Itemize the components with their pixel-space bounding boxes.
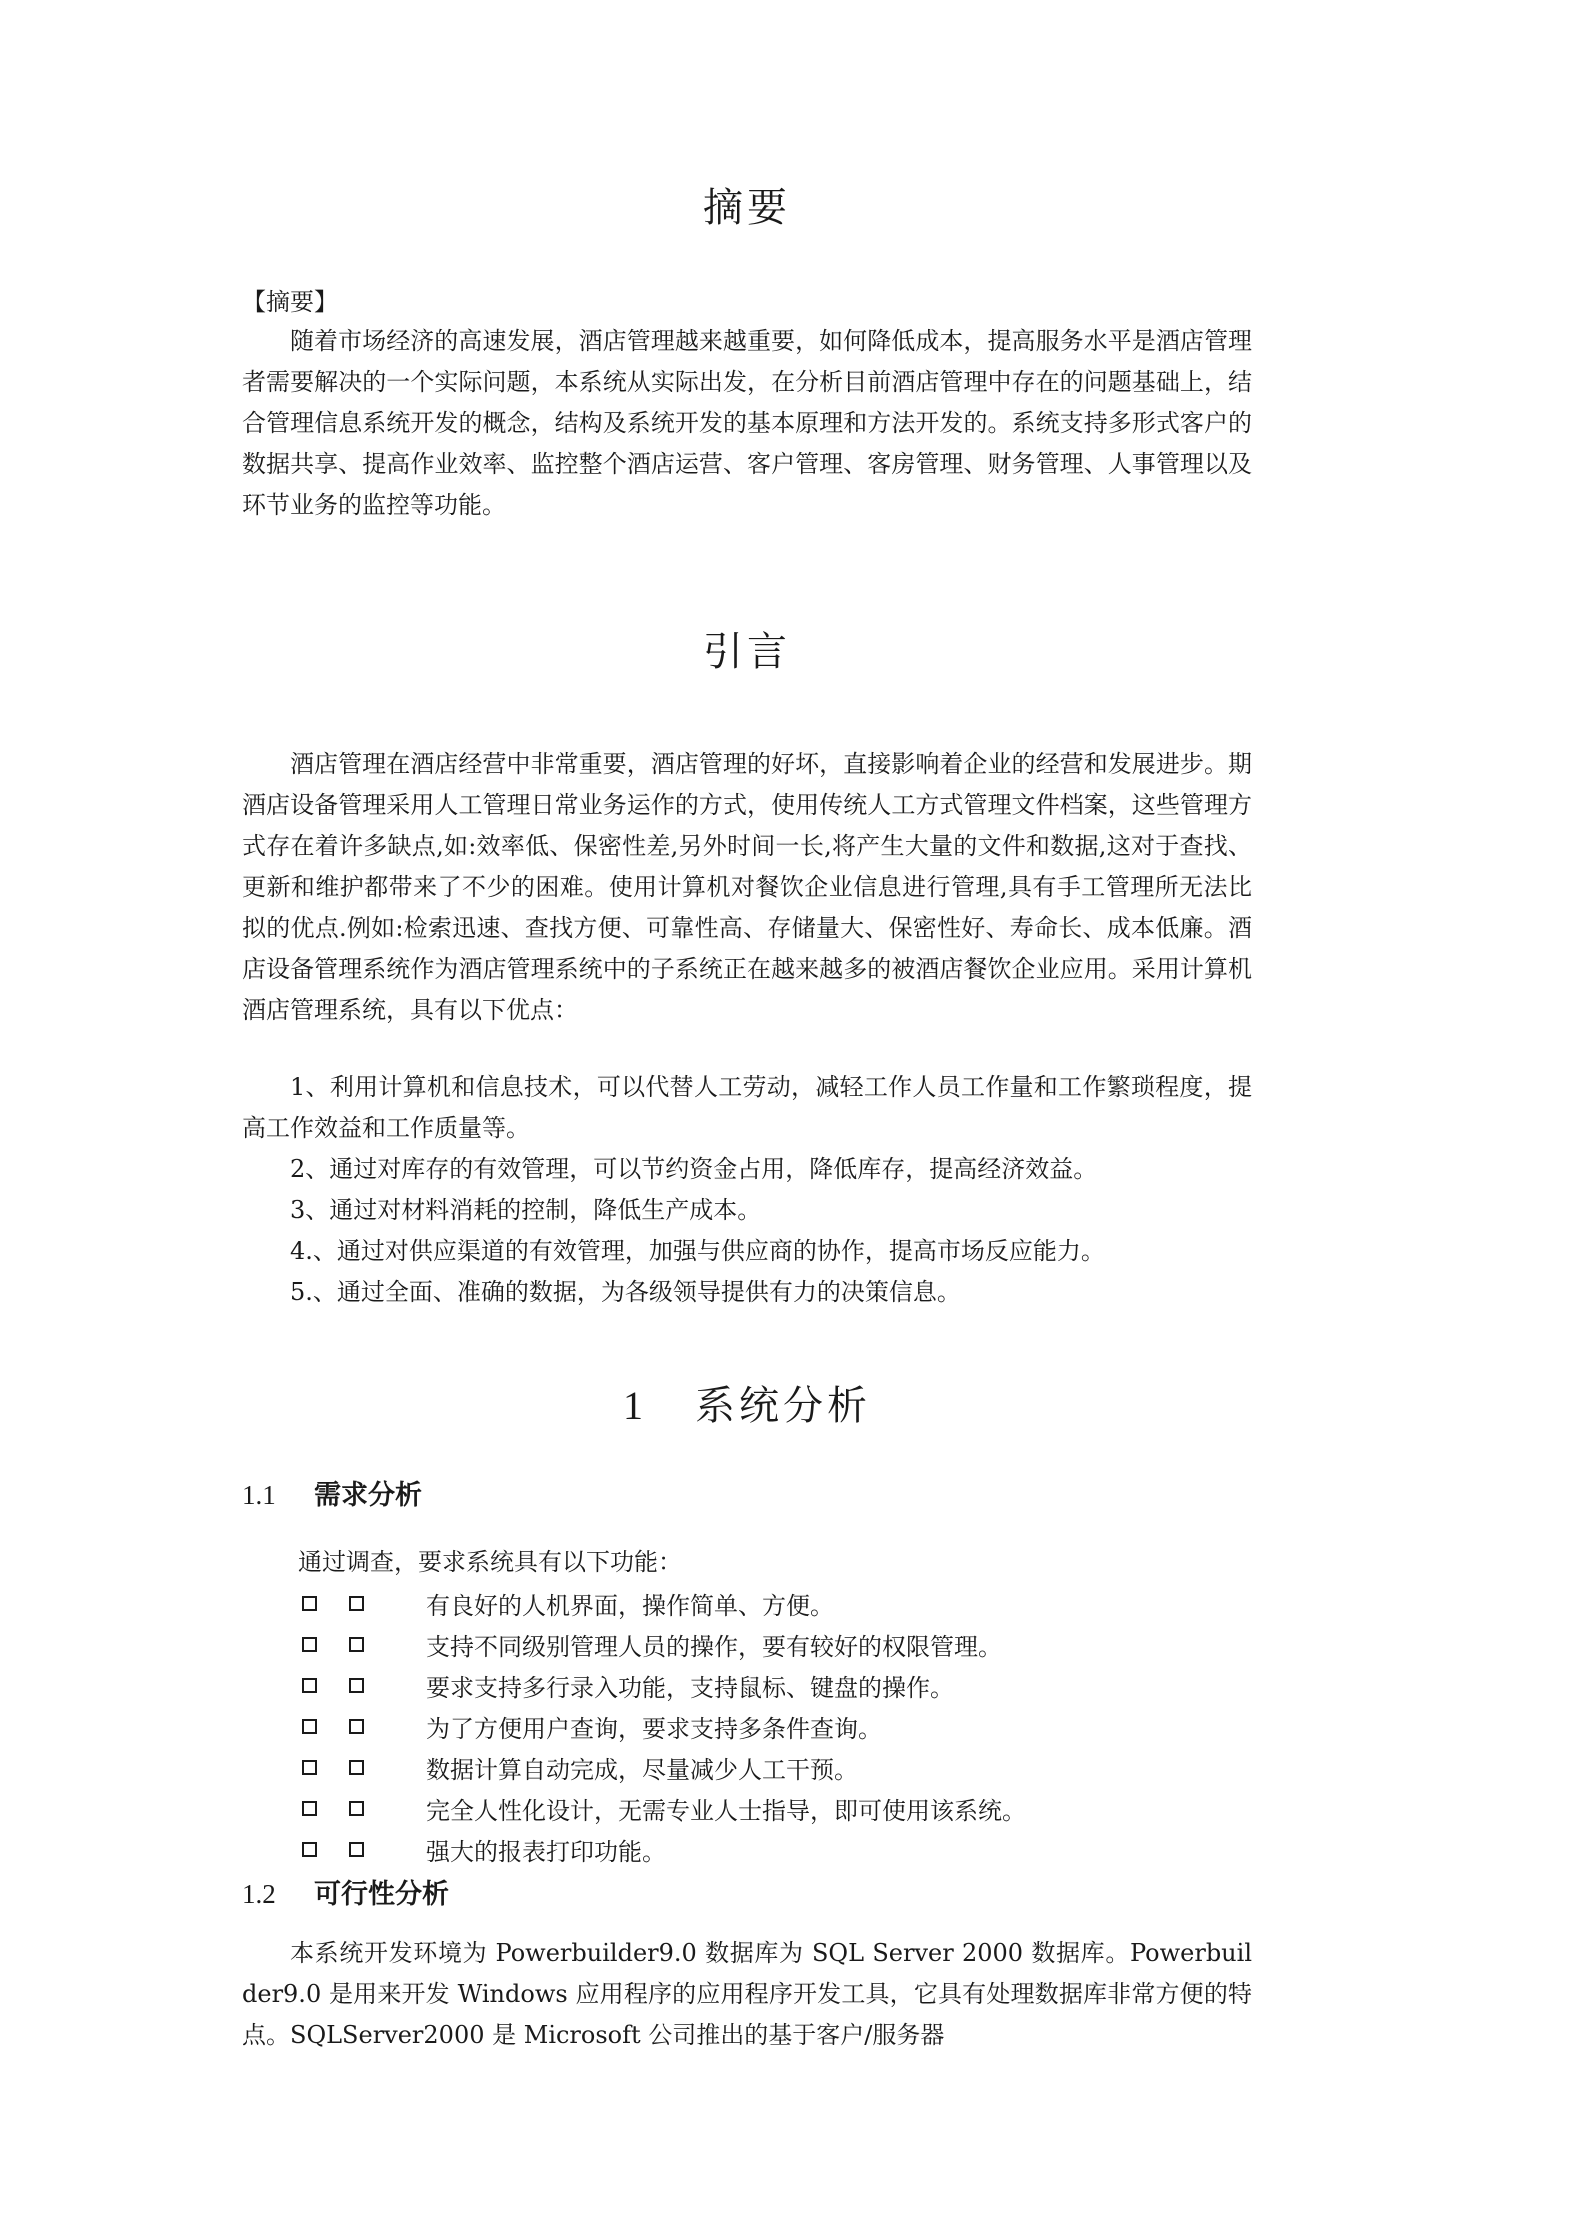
list-item-text: 有良好的人机界面，操作简单、方便。 bbox=[426, 1592, 834, 1620]
introduction-point-5: 5.、通过全面、准确的数据，为各级领导提供有力的决策信息。 bbox=[290, 1278, 961, 1306]
checkbox-icon bbox=[349, 1596, 364, 1611]
introduction-point-1: 1、利用计算机和信息技术，可以代替人工劳动，减轻工作人员工作量和工作繁琐程度，提高工作效益和工作质量等。 bbox=[242, 1073, 1252, 1142]
checkbox-icon bbox=[302, 1678, 317, 1693]
list-item bbox=[298, 1706, 1026, 1747]
checkbox-icon bbox=[349, 1719, 364, 1734]
list-item-text: 完全人性化设计，无需专业人士指导，即可使用该系统。 bbox=[426, 1797, 1026, 1825]
abstract-body: 随着市场经济的高速发展，酒店管理越来越重要，如何降低成本，提高服务水平是酒店管理者需要解决的一个实际问题，本系统从实际出发，在分析目前酒店管理中存在的问题基础上，结合管理信息系统开发的概念，结构及系统开发的基本原理和方法开发的。系统支持多形式客户的数据共享、提高作业效率、监控整个酒店运营、客户管理、客房管理、财务管理、人事管理以及环节业务的监控等功能。 bbox=[242, 327, 1252, 519]
feasibility-body: 本系统开发环境为 Powerbuilder9.0 数据库为 SQL Server 2000 数据库。Powerbuilder9.0 是用来开发 Windows 应用程序的应用程序开发工具，它具有处理数据库非常方便的特点。SQLServer2000 是 Microsoft 公司推出的基于客户/服务器 bbox=[242, 1939, 1252, 2049]
checkbox-icon bbox=[302, 1801, 317, 1816]
section-1-1-number: 1.1 bbox=[242, 1480, 276, 1510]
requirements-list bbox=[298, 1583, 1026, 1870]
checkbox-icon bbox=[302, 1760, 317, 1775]
abstract-title: 摘要 bbox=[703, 185, 791, 231]
section-1-2-title: 可行性分析 bbox=[314, 1879, 449, 1910]
introduction-point-3: 3、通过对材料消耗的控制，降低生产成本。 bbox=[290, 1196, 762, 1224]
checkbox-icon bbox=[349, 1637, 364, 1652]
section-1-1-heading bbox=[242, 1482, 422, 1509]
list-item-text: 数据计算自动完成，尽量减少人工干预。 bbox=[426, 1756, 858, 1784]
abstract-label: 【摘要】 bbox=[242, 288, 338, 316]
list-item-text: 为了方便用户查询，要求支持多条件查询。 bbox=[426, 1715, 882, 1743]
checkbox-icon bbox=[349, 1760, 364, 1775]
checkbox-icon bbox=[349, 1842, 364, 1857]
introduction-point-4: 4.、通过对供应渠道的有效管理，加强与供应商的协作，提高市场反应能力。 bbox=[290, 1237, 1105, 1265]
chapter-heading bbox=[242, 1383, 1252, 1429]
checkbox-icon bbox=[302, 1842, 317, 1857]
checkbox-icon bbox=[349, 1801, 364, 1816]
chapter-title: 系统分析 bbox=[695, 1383, 871, 1429]
introduction-title: 引言 bbox=[703, 629, 791, 675]
checkbox-icon bbox=[302, 1637, 317, 1652]
chapter-number: 1 bbox=[623, 1383, 647, 1428]
list-item bbox=[298, 1583, 1026, 1624]
list-item-text: 要求支持多行录入功能，支持鼠标、键盘的操作。 bbox=[426, 1674, 954, 1702]
section-1-1-title: 需求分析 bbox=[314, 1480, 422, 1511]
document-page bbox=[242, 0, 1252, 2240]
section-1-2-number: 1.2 bbox=[242, 1879, 276, 1909]
checkbox-icon bbox=[349, 1678, 364, 1693]
list-item bbox=[298, 1788, 1026, 1829]
list-item-text: 强大的报表打印功能。 bbox=[426, 1838, 666, 1866]
introduction-body: 酒店管理在酒店经营中非常重要，酒店管理的好坏，直接影响着企业的经营和发展进步。期酒店设备管理采用人工管理日常业务运作的方式，使用传统人工方式管理文件档案，这些管理方式存在着许多缺点,如:效率低、保密性差,另外时间一长,将产生大量的文件和数据,这对于查找、更新和维护都带来了不少的困难。使用计算机对餐饮企业信息进行管理,具有手工管理所无法比拟的优点.例如:检索迅速、查找方便、可靠性高、存储量大、保密性好、寿命长、成本低廉。酒店设备管理系统作为酒店管理系统中的子系统正在越来越多的被酒店餐饮企业应用。采用计算机酒店管理系统，具有以下优点： bbox=[242, 750, 1252, 1024]
list-item bbox=[298, 1624, 1026, 1665]
checkbox-icon bbox=[302, 1719, 317, 1734]
introduction-point-2: 2、通过对库存的有效管理，可以节约资金占用，降低库存，提高经济效益。 bbox=[290, 1155, 1098, 1183]
list-item-text: 支持不同级别管理人员的操作，要有较好的权限管理。 bbox=[426, 1633, 1002, 1661]
section-1-2-heading bbox=[242, 1881, 449, 1908]
list-item bbox=[298, 1665, 1026, 1706]
list-item bbox=[298, 1829, 1026, 1870]
checkbox-icon bbox=[302, 1596, 317, 1611]
requirements-intro: 通过调查，要求系统具有以下功能： bbox=[298, 1548, 682, 1576]
list-item bbox=[298, 1747, 1026, 1788]
